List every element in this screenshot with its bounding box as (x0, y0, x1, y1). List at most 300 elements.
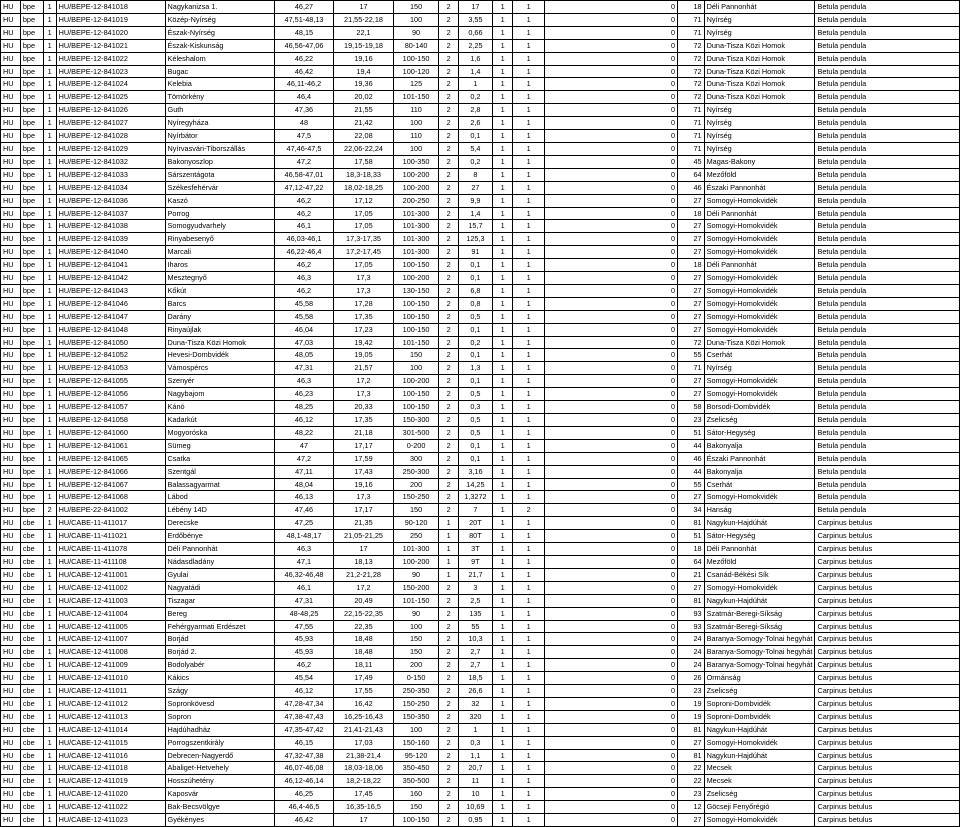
unit-name-cell[interactable]: Borjád (165, 633, 274, 646)
country-cell[interactable]: HU (1, 259, 21, 272)
country-cell[interactable]: HU (1, 26, 21, 39)
type-cell[interactable]: 2 (439, 323, 459, 336)
altitude-cell[interactable]: 150-250 (393, 697, 439, 710)
flag-b-cell[interactable]: 1 (513, 220, 544, 233)
flag-b-cell[interactable]: 1 (513, 130, 544, 143)
region-code-cell[interactable]: 46 (678, 452, 705, 465)
latitude-cell[interactable]: 48,05 (274, 349, 334, 362)
area-cell[interactable]: 32 (459, 697, 493, 710)
area-cell[interactable]: 20,7 (459, 762, 493, 775)
species-cell[interactable]: Betula pendula (815, 130, 960, 143)
unit-name-cell[interactable]: Nagykanizsa 1. (165, 1, 274, 14)
area-cell[interactable]: 0,2 (459, 155, 493, 168)
type-cell[interactable]: 2 (439, 284, 459, 297)
area-cell[interactable]: 125,3 (459, 233, 493, 246)
register-id-cell[interactable]: HU/CABE-12-411018 (56, 762, 165, 775)
area-cell[interactable]: 27 (459, 181, 493, 194)
flag-c-cell[interactable]: 0 (544, 723, 677, 736)
region-code-cell[interactable]: 24 (678, 659, 705, 672)
country-cell[interactable]: HU (1, 504, 21, 517)
flag-b-cell[interactable]: 1 (513, 478, 544, 491)
region-name-cell[interactable]: Göcseji Fenyőrégió (704, 801, 815, 814)
type-cell[interactable]: 2 (439, 362, 459, 375)
species-code-cell[interactable]: cbe (20, 749, 43, 762)
region-name-cell[interactable]: Baranya-Somogy-Tolnai hegyhát (704, 633, 815, 646)
species-cell[interactable]: Betula pendula (815, 13, 960, 26)
latitude-cell[interactable]: 47,35-47,42 (274, 723, 334, 736)
altitude-cell[interactable]: 90 (393, 607, 439, 620)
latitude-cell[interactable]: 46,42 (274, 65, 334, 78)
altitude-cell[interactable]: 110 (393, 130, 439, 143)
flag-c-cell[interactable]: 0 (544, 401, 677, 414)
flag-c-cell[interactable]: 0 (544, 246, 677, 259)
type-cell[interactable]: 2 (439, 452, 459, 465)
type-cell[interactable]: 2 (439, 142, 459, 155)
register-id-cell[interactable]: HU/BEPE-12-841027 (56, 117, 165, 130)
type-cell[interactable]: 2 (439, 272, 459, 285)
species-code-cell[interactable]: bpe (20, 388, 43, 401)
species-code-cell[interactable]: bpe (20, 439, 43, 452)
type-cell[interactable]: 1 (439, 568, 459, 581)
flag-a-cell[interactable]: 1 (492, 26, 513, 39)
region-name-cell[interactable]: Somogyi-Homokvidék (704, 272, 815, 285)
category-cell[interactable]: 1 (43, 801, 56, 814)
longitude-cell[interactable]: 17,2 (334, 581, 394, 594)
register-id-cell[interactable]: HU/BEPE-12-841019 (56, 13, 165, 26)
flag-c-cell[interactable]: 0 (544, 39, 677, 52)
country-cell[interactable]: HU (1, 13, 21, 26)
area-cell[interactable]: 8 (459, 168, 493, 181)
latitude-cell[interactable]: 46,2 (274, 284, 334, 297)
latitude-cell[interactable]: 46,03-46,1 (274, 233, 334, 246)
flag-c-cell[interactable]: 0 (544, 568, 677, 581)
register-id-cell[interactable]: HU/CABE-12-411001 (56, 568, 165, 581)
species-code-cell[interactable]: bpe (20, 91, 43, 104)
species-code-cell[interactable]: bpe (20, 155, 43, 168)
longitude-cell[interactable]: 18,48 (334, 633, 394, 646)
unit-name-cell[interactable]: Észak-Kiskunság (165, 39, 274, 52)
latitude-cell[interactable]: 46,12 (274, 685, 334, 698)
flag-b-cell[interactable]: 1 (513, 710, 544, 723)
latitude-cell[interactable]: 46,2 (274, 659, 334, 672)
country-cell[interactable]: HU (1, 439, 21, 452)
longitude-cell[interactable]: 18,02-18,25 (334, 181, 394, 194)
region-code-cell[interactable]: 27 (678, 814, 705, 827)
species-code-cell[interactable]: bpe (20, 233, 43, 246)
country-cell[interactable]: HU (1, 233, 21, 246)
longitude-cell[interactable]: 21,2-21,28 (334, 568, 394, 581)
species-cell[interactable]: Betula pendula (815, 465, 960, 478)
altitude-cell[interactable]: 301-500 (393, 426, 439, 439)
altitude-cell[interactable]: 100-150 (393, 401, 439, 414)
area-cell[interactable]: 7 (459, 504, 493, 517)
country-cell[interactable]: HU (1, 414, 21, 427)
region-code-cell[interactable]: 23 (678, 788, 705, 801)
flag-a-cell[interactable]: 1 (492, 388, 513, 401)
flag-b-cell[interactable]: 1 (513, 259, 544, 272)
region-code-cell[interactable]: 72 (678, 39, 705, 52)
register-id-cell[interactable]: HU/BEPE-12-841057 (56, 401, 165, 414)
species-cell[interactable]: Carpinus betulus (815, 736, 960, 749)
category-cell[interactable]: 1 (43, 272, 56, 285)
register-id-cell[interactable]: HU/BEPE-12-841023 (56, 65, 165, 78)
latitude-cell[interactable]: 46,23 (274, 388, 334, 401)
longitude-cell[interactable]: 22,06-22,24 (334, 142, 394, 155)
category-cell[interactable]: 1 (43, 194, 56, 207)
register-id-cell[interactable]: HU/BEPE-12-841032 (56, 155, 165, 168)
flag-b-cell[interactable]: 1 (513, 26, 544, 39)
type-cell[interactable]: 2 (439, 104, 459, 117)
type-cell[interactable]: 2 (439, 39, 459, 52)
longitude-cell[interactable]: 21,18 (334, 426, 394, 439)
species-code-cell[interactable]: bpe (20, 194, 43, 207)
country-cell[interactable]: HU (1, 246, 21, 259)
latitude-cell[interactable]: 47 (274, 439, 334, 452)
region-code-cell[interactable]: 93 (678, 607, 705, 620)
altitude-cell[interactable]: 90 (393, 26, 439, 39)
region-name-cell[interactable]: Bakonyalja (704, 439, 815, 452)
area-cell[interactable]: 18,5 (459, 672, 493, 685)
region-code-cell[interactable]: 27 (678, 233, 705, 246)
region-name-cell[interactable]: Csanád-Békési Sík (704, 568, 815, 581)
flag-c-cell[interactable]: 0 (544, 659, 677, 672)
unit-name-cell[interactable]: Somogyudvarhely (165, 220, 274, 233)
register-id-cell[interactable]: HU/BEPE-12-841025 (56, 91, 165, 104)
species-code-cell[interactable]: bpe (20, 259, 43, 272)
altitude-cell[interactable]: 150 (393, 349, 439, 362)
flag-b-cell[interactable]: 1 (513, 272, 544, 285)
category-cell[interactable]: 1 (43, 220, 56, 233)
flag-a-cell[interactable]: 1 (492, 672, 513, 685)
register-id-cell[interactable]: HU/BEPE-12-841058 (56, 414, 165, 427)
flag-a-cell[interactable]: 1 (492, 710, 513, 723)
region-code-cell[interactable]: 27 (678, 491, 705, 504)
region-name-cell[interactable]: Zselicség (704, 788, 815, 801)
region-code-cell[interactable]: 71 (678, 130, 705, 143)
area-cell[interactable]: 1,4 (459, 65, 493, 78)
type-cell[interactable]: 2 (439, 181, 459, 194)
flag-a-cell[interactable]: 1 (492, 426, 513, 439)
flag-c-cell[interactable]: 0 (544, 155, 677, 168)
type-cell[interactable]: 2 (439, 426, 459, 439)
species-cell[interactable]: Carpinus betulus (815, 762, 960, 775)
area-cell[interactable]: 0,1 (459, 130, 493, 143)
register-id-cell[interactable]: HU/CABE-12-411016 (56, 749, 165, 762)
country-cell[interactable]: HU (1, 117, 21, 130)
latitude-cell[interactable]: 48,15 (274, 26, 334, 39)
species-cell[interactable]: Betula pendula (815, 52, 960, 65)
altitude-cell[interactable]: 90 (393, 568, 439, 581)
species-cell[interactable]: Betula pendula (815, 504, 960, 517)
altitude-cell[interactable]: 150 (393, 504, 439, 517)
species-cell[interactable]: Betula pendula (815, 168, 960, 181)
type-cell[interactable]: 2 (439, 659, 459, 672)
unit-name-cell[interactable]: Hevesi-Dombvidék (165, 349, 274, 362)
flag-a-cell[interactable]: 1 (492, 646, 513, 659)
flag-a-cell[interactable]: 1 (492, 775, 513, 788)
region-code-cell[interactable]: 27 (678, 388, 705, 401)
flag-c-cell[interactable]: 0 (544, 530, 677, 543)
species-cell[interactable]: Carpinus betulus (815, 814, 960, 827)
unit-name-cell[interactable]: Székesfehérvár (165, 181, 274, 194)
longitude-cell[interactable]: 21,38-21,4 (334, 749, 394, 762)
unit-name-cell[interactable]: Nyíregyháza (165, 117, 274, 130)
region-name-cell[interactable]: Somogyi-Homokvidék (704, 284, 815, 297)
unit-name-cell[interactable]: Fehérgyarmati Erdészet (165, 620, 274, 633)
area-cell[interactable]: 0,1 (459, 259, 493, 272)
type-cell[interactable]: 1 (439, 530, 459, 543)
region-name-cell[interactable]: Borsodi-Dombvidék (704, 401, 815, 414)
flag-b-cell[interactable]: 1 (513, 788, 544, 801)
altitude-cell[interactable]: 100-150 (393, 52, 439, 65)
species-code-cell[interactable]: cbe (20, 736, 43, 749)
area-cell[interactable]: 2,8 (459, 104, 493, 117)
region-code-cell[interactable]: 64 (678, 555, 705, 568)
register-id-cell[interactable]: HU/BEPE-12-841028 (56, 130, 165, 143)
category-cell[interactable]: 1 (43, 672, 56, 685)
flag-c-cell[interactable]: 0 (544, 142, 677, 155)
species-cell[interactable]: Carpinus betulus (815, 685, 960, 698)
altitude-cell[interactable]: 250 (393, 530, 439, 543)
type-cell[interactable]: 2 (439, 633, 459, 646)
latitude-cell[interactable]: 48,04 (274, 478, 334, 491)
type-cell[interactable]: 2 (439, 375, 459, 388)
altitude-cell[interactable]: 101-150 (393, 594, 439, 607)
flag-c-cell[interactable]: 0 (544, 672, 677, 685)
species-code-cell[interactable]: cbe (20, 672, 43, 685)
region-name-cell[interactable]: Duna-Tisza Közi Homok (704, 65, 815, 78)
species-code-cell[interactable]: cbe (20, 659, 43, 672)
region-name-cell[interactable]: Mezőföld (704, 555, 815, 568)
latitude-cell[interactable]: 46,1 (274, 581, 334, 594)
category-cell[interactable]: 1 (43, 581, 56, 594)
species-cell[interactable]: Carpinus betulus (815, 607, 960, 620)
species-cell[interactable]: Betula pendula (815, 117, 960, 130)
flag-c-cell[interactable]: 0 (544, 543, 677, 556)
area-cell[interactable]: 0,5 (459, 310, 493, 323)
longitude-cell[interactable]: 18,13 (334, 555, 394, 568)
country-cell[interactable]: HU (1, 310, 21, 323)
country-cell[interactable]: HU (1, 1, 21, 14)
flag-b-cell[interactable]: 1 (513, 388, 544, 401)
region-code-cell[interactable]: 19 (678, 697, 705, 710)
area-cell[interactable]: 17 (459, 1, 493, 14)
longitude-cell[interactable]: 17,55 (334, 685, 394, 698)
region-code-cell[interactable]: 44 (678, 465, 705, 478)
flag-b-cell[interactable]: 1 (513, 362, 544, 375)
species-code-cell[interactable]: bpe (20, 426, 43, 439)
altitude-cell[interactable]: 100 (393, 142, 439, 155)
region-name-cell[interactable]: Somogyi-Homokvidék (704, 736, 815, 749)
latitude-cell[interactable]: 46,13 (274, 491, 334, 504)
type-cell[interactable]: 2 (439, 814, 459, 827)
species-cell[interactable]: Carpinus betulus (815, 568, 960, 581)
longitude-cell[interactable]: 17,3 (334, 491, 394, 504)
flag-b-cell[interactable]: 1 (513, 697, 544, 710)
altitude-cell[interactable]: 100-200 (393, 272, 439, 285)
unit-name-cell[interactable]: Rinyaújlak (165, 323, 274, 336)
flag-a-cell[interactable]: 1 (492, 620, 513, 633)
category-cell[interactable]: 1 (43, 543, 56, 556)
area-cell[interactable]: 0,3 (459, 401, 493, 414)
species-cell[interactable]: Betula pendula (815, 491, 960, 504)
unit-name-cell[interactable]: Darány (165, 310, 274, 323)
altitude-cell[interactable]: 150-250 (393, 491, 439, 504)
species-cell[interactable]: Carpinus betulus (815, 555, 960, 568)
longitude-cell[interactable]: 17 (334, 814, 394, 827)
species-code-cell[interactable]: cbe (20, 646, 43, 659)
flag-a-cell[interactable]: 1 (492, 310, 513, 323)
type-cell[interactable]: 2 (439, 65, 459, 78)
region-name-cell[interactable]: Nagykun-Hajdúhát (704, 749, 815, 762)
region-name-cell[interactable]: Bakonyalja (704, 465, 815, 478)
longitude-cell[interactable]: 19,36 (334, 78, 394, 91)
longitude-cell[interactable]: 17,49 (334, 672, 394, 685)
unit-name-cell[interactable]: Vámospércs (165, 362, 274, 375)
flag-a-cell[interactable]: 1 (492, 323, 513, 336)
region-code-cell[interactable]: 72 (678, 91, 705, 104)
flag-a-cell[interactable]: 1 (492, 13, 513, 26)
category-cell[interactable]: 1 (43, 65, 56, 78)
altitude-cell[interactable]: 90-120 (393, 517, 439, 530)
species-code-cell[interactable]: cbe (20, 517, 43, 530)
species-code-cell[interactable]: cbe (20, 581, 43, 594)
type-cell[interactable]: 2 (439, 1, 459, 14)
flag-c-cell[interactable]: 0 (544, 710, 677, 723)
flag-b-cell[interactable]: 1 (513, 749, 544, 762)
category-cell[interactable]: 1 (43, 788, 56, 801)
region-code-cell[interactable]: 27 (678, 194, 705, 207)
species-cell[interactable]: Betula pendula (815, 26, 960, 39)
area-cell[interactable]: 2,7 (459, 646, 493, 659)
country-cell[interactable]: HU (1, 633, 21, 646)
flag-c-cell[interactable]: 0 (544, 788, 677, 801)
register-id-cell[interactable]: HU/BEPE-12-841067 (56, 478, 165, 491)
region-code-cell[interactable]: 46 (678, 181, 705, 194)
type-cell[interactable]: 2 (439, 788, 459, 801)
species-cell[interactable]: Betula pendula (815, 310, 960, 323)
region-name-cell[interactable]: Nyírség (704, 104, 815, 117)
unit-name-cell[interactable]: Duna-Tisza Közi Homok (165, 336, 274, 349)
flag-c-cell[interactable]: 0 (544, 775, 677, 788)
longitude-cell[interactable]: 17,59 (334, 452, 394, 465)
altitude-cell[interactable]: 130-150 (393, 284, 439, 297)
latitude-cell[interactable]: 46,07-46,08 (274, 762, 334, 775)
unit-name-cell[interactable]: Bakonyoszlop (165, 155, 274, 168)
flag-a-cell[interactable]: 1 (492, 504, 513, 517)
region-name-cell[interactable]: Sátor-Hegység (704, 426, 815, 439)
flag-a-cell[interactable]: 1 (492, 220, 513, 233)
species-cell[interactable]: Betula pendula (815, 233, 960, 246)
species-cell[interactable]: Betula pendula (815, 478, 960, 491)
species-code-cell[interactable]: bpe (20, 336, 43, 349)
unit-name-cell[interactable]: Nyírvasvári-Tiborszállás (165, 142, 274, 155)
species-cell[interactable]: Carpinus betulus (815, 788, 960, 801)
region-code-cell[interactable]: 27 (678, 297, 705, 310)
altitude-cell[interactable]: 100-150 (393, 388, 439, 401)
unit-name-cell[interactable]: Sopronkövesd (165, 697, 274, 710)
region-code-cell[interactable]: 22 (678, 762, 705, 775)
region-name-cell[interactable]: Nyírség (704, 117, 815, 130)
category-cell[interactable]: 1 (43, 246, 56, 259)
latitude-cell[interactable]: 48,25 (274, 401, 334, 414)
area-cell[interactable]: 0,8 (459, 297, 493, 310)
flag-a-cell[interactable]: 1 (492, 297, 513, 310)
species-code-cell[interactable]: cbe (20, 697, 43, 710)
region-code-cell[interactable]: 72 (678, 78, 705, 91)
type-cell[interactable]: 2 (439, 91, 459, 104)
country-cell[interactable]: HU (1, 130, 21, 143)
flag-a-cell[interactable]: 1 (492, 685, 513, 698)
region-name-cell[interactable]: Somogyi-Homokvidék (704, 814, 815, 827)
type-cell[interactable]: 2 (439, 685, 459, 698)
altitude-cell[interactable]: 300 (393, 452, 439, 465)
altitude-cell[interactable]: 100 (393, 723, 439, 736)
area-cell[interactable]: 26,6 (459, 685, 493, 698)
area-cell[interactable]: 2,5 (459, 594, 493, 607)
flag-a-cell[interactable]: 1 (492, 491, 513, 504)
category-cell[interactable]: 1 (43, 181, 56, 194)
latitude-cell[interactable]: 46,3 (274, 375, 334, 388)
species-cell[interactable]: Betula pendula (815, 272, 960, 285)
latitude-cell[interactable]: 47,03 (274, 336, 334, 349)
unit-name-cell[interactable]: Szenyér (165, 375, 274, 388)
longitude-cell[interactable]: 21,55-22,18 (334, 13, 394, 26)
country-cell[interactable]: HU (1, 220, 21, 233)
species-code-cell[interactable]: cbe (20, 594, 43, 607)
species-cell[interactable]: Carpinus betulus (815, 723, 960, 736)
flag-c-cell[interactable]: 0 (544, 801, 677, 814)
unit-name-cell[interactable]: Sárszentágota (165, 168, 274, 181)
country-cell[interactable]: HU (1, 349, 21, 362)
flag-c-cell[interactable]: 0 (544, 104, 677, 117)
species-cell[interactable]: Betula pendula (815, 259, 960, 272)
category-cell[interactable]: 1 (43, 401, 56, 414)
latitude-cell[interactable]: 47,2 (274, 155, 334, 168)
altitude-cell[interactable]: 0-200 (393, 439, 439, 452)
country-cell[interactable]: HU (1, 788, 21, 801)
unit-name-cell[interactable]: Mogyoróska (165, 426, 274, 439)
latitude-cell[interactable]: 46,2 (274, 207, 334, 220)
country-cell[interactable]: HU (1, 723, 21, 736)
region-name-cell[interactable]: Nyírség (704, 130, 815, 143)
longitude-cell[interactable]: 22,35 (334, 620, 394, 633)
species-cell[interactable]: Carpinus betulus (815, 581, 960, 594)
species-cell[interactable]: Betula pendula (815, 155, 960, 168)
species-cell[interactable]: Carpinus betulus (815, 775, 960, 788)
register-id-cell[interactable]: HU/BEPE-12-841029 (56, 142, 165, 155)
flag-a-cell[interactable]: 1 (492, 78, 513, 91)
flag-a-cell[interactable]: 1 (492, 181, 513, 194)
category-cell[interactable]: 1 (43, 130, 56, 143)
type-cell[interactable]: 2 (439, 168, 459, 181)
species-code-cell[interactable]: cbe (20, 775, 43, 788)
altitude-cell[interactable]: 80-140 (393, 39, 439, 52)
altitude-cell[interactable]: 150 (393, 801, 439, 814)
latitude-cell[interactable]: 46,12-46,14 (274, 775, 334, 788)
flag-c-cell[interactable]: 0 (544, 284, 677, 297)
flag-c-cell[interactable]: 0 (544, 259, 677, 272)
area-cell[interactable]: 9T (459, 555, 493, 568)
unit-name-cell[interactable]: Mesztegnyő (165, 272, 274, 285)
country-cell[interactable]: HU (1, 465, 21, 478)
longitude-cell[interactable]: 17,35 (334, 310, 394, 323)
region-code-cell[interactable]: 81 (678, 517, 705, 530)
country-cell[interactable]: HU (1, 362, 21, 375)
flag-c-cell[interactable]: 0 (544, 362, 677, 375)
species-code-cell[interactable]: bpe (20, 78, 43, 91)
flag-a-cell[interactable]: 1 (492, 452, 513, 465)
